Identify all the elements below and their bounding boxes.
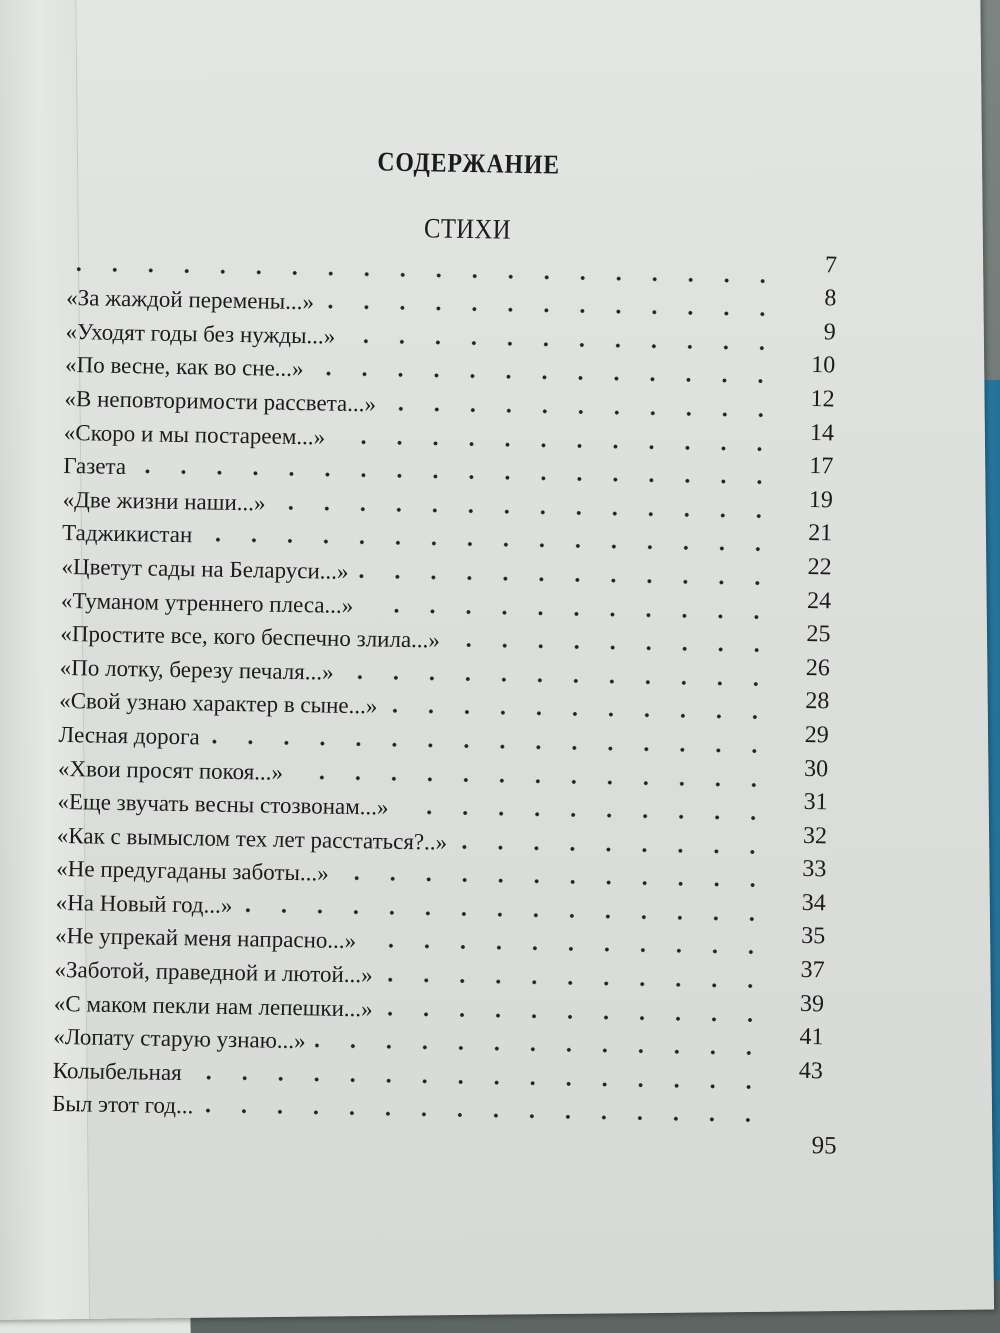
dot-leader (343, 674, 773, 688)
dot-leader (382, 977, 768, 990)
dot-leader (339, 875, 771, 889)
dot-leader (398, 809, 771, 822)
toc-entry-page: 35 (800, 923, 826, 950)
toc-entry-title: «Не упрекай меня напрасно...» (54, 923, 357, 954)
toc-entry-page: 26 (805, 654, 831, 682)
page-number: 95 (811, 1132, 837, 1160)
toc-entry-page: 10 (810, 352, 836, 379)
toc-entry-title: «Цветут сады на Беларуси...» (61, 553, 349, 584)
dot-leader (345, 338, 779, 352)
toc-entry-title: Колыбельная (52, 1057, 182, 1085)
toc-entry-page: 34 (801, 889, 827, 917)
toc-entry-page: 33 (802, 856, 827, 883)
toc-entry-title: «Не предугаданы заботы...» (56, 856, 329, 886)
dot-leader (203, 1108, 766, 1124)
toc-entry-page: 14 (809, 419, 835, 446)
dot-leader (366, 943, 769, 956)
table-of-contents (52, 244, 837, 1131)
dot-leader (293, 774, 772, 788)
toc-entry-page (776, 1116, 822, 1131)
toc-entry-title: «По весне, как во сне...» (64, 352, 304, 382)
toc-entry-page: 9 (823, 318, 837, 346)
toc-entry-page: 22 (807, 553, 832, 581)
toc-entry-title: «Лопату старую узнаю...» (53, 1024, 306, 1054)
toc-entry-page: 24 (806, 587, 832, 614)
dot-leader (313, 371, 779, 385)
toc-entry-title: «Уходят годы без нужды...» (65, 318, 336, 349)
toc-entry-title: «Заботой, праведной и лютой...» (54, 956, 373, 988)
toc-entry-page: 8 (824, 285, 837, 312)
toc-entry-title: «Две жизни наши...» (62, 486, 266, 516)
toc-entry-page: 41 (799, 1024, 824, 1051)
toc-entry-title: «С маком пекли нам лепешки...» (53, 990, 373, 1022)
toc-entry-page: 19 (808, 486, 834, 514)
toc-entry-title: «На Новый год...» (55, 889, 233, 918)
dot-leader (386, 406, 778, 419)
toc-entry-title: «Как с вымыслом тех лет расстаться?..» (56, 822, 448, 855)
dot-leader (324, 304, 780, 318)
toc-entry-title: «Скоро и мы постареем...» (63, 419, 326, 450)
toc-entry-page: 28 (805, 688, 830, 715)
toc-entry-title: Газета (63, 453, 127, 480)
toc-entry-page: 43 (798, 1057, 824, 1085)
toc-entry-page: 7 (824, 251, 838, 279)
toc-entry-title: Таджикистан (61, 520, 193, 548)
toc-entry-title: «Туманом утреннего плеса...» (60, 587, 354, 618)
toc-entry-page: 37 (800, 956, 825, 984)
dot-leader (316, 1043, 768, 1057)
section-heading: СТИХИ (423, 213, 512, 246)
toc-entry-title: «За жаждой перемены...» (66, 285, 315, 315)
toc-entry-title: «В неповторимости рассвета...» (64, 385, 377, 417)
toc-entry-title: «Хвои просят покоя...» (57, 755, 284, 785)
toc-entry-title: «По лотку, березу печаля...» (59, 654, 334, 685)
dot-leader (358, 573, 775, 586)
toc-entry-page: 29 (804, 721, 829, 749)
toc-entry-title: Был этот год... (51, 1091, 194, 1119)
toc-entry-title: «Еще звучать весны стозвонам...» (57, 789, 389, 820)
contents-heading: СОДЕРЖАНИЕ (377, 146, 561, 180)
toc-entry-page: 31 (803, 789, 828, 816)
dot-leader (383, 1010, 768, 1023)
toc-entry-page: 30 (803, 755, 829, 782)
dot-leader (457, 844, 771, 855)
toc-entry-page: 25 (806, 621, 831, 648)
toc-entry-page: 12 (810, 385, 835, 413)
dot-leader (363, 607, 775, 620)
dot-leader (387, 708, 773, 721)
toc-entry-title: Лесная дорога (58, 721, 200, 750)
toc-entry-page: 17 (809, 453, 834, 480)
toc-entry-page: 21 (808, 520, 833, 547)
toc-entry-page: 39 (799, 990, 825, 1017)
toc-entry-page: 32 (802, 822, 828, 850)
dot-leader (450, 642, 774, 654)
toc-entry-title: «Свой узнаю характер в сыне...» (59, 688, 378, 719)
toc-entry-title: «Простите все, кого беспечно злила...» (60, 621, 441, 653)
dot-leader (335, 438, 778, 452)
